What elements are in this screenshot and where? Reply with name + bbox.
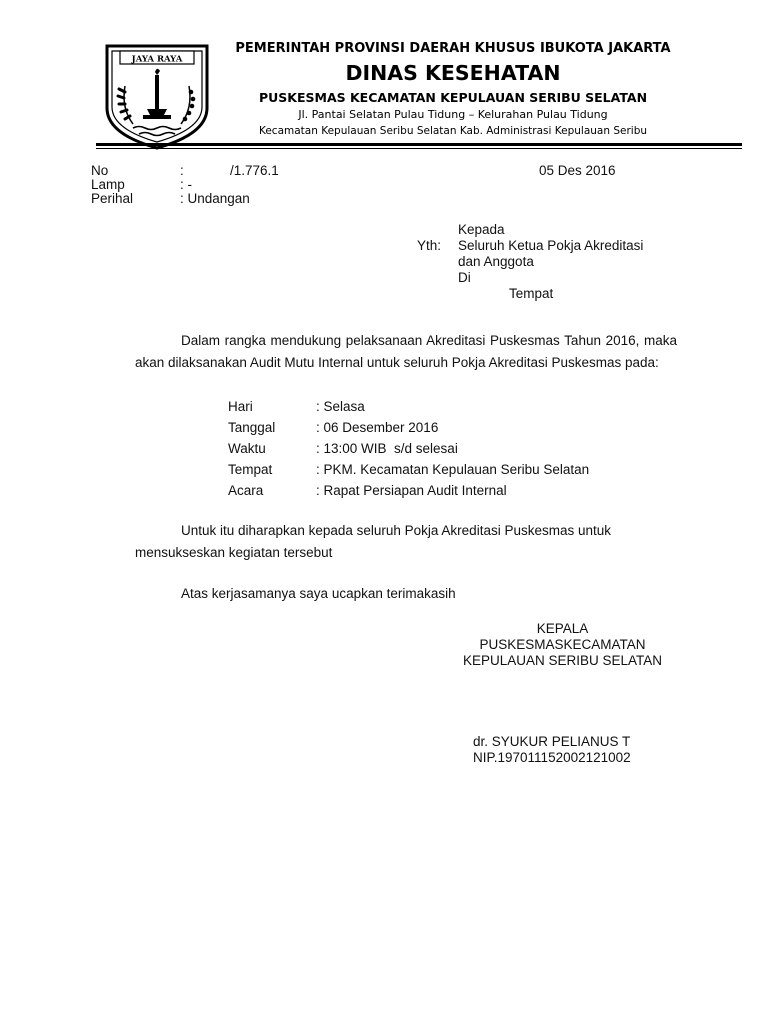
letter-date: 05 Des 2016 [539,163,616,178]
body-paragraph-2: Untuk itu diharapkan kepada seluruh Pokja Akreditasi Puskesmas untuk mensukseskan kegiatan tersebut [135,523,611,560]
signatory-name: dr. SYUKUR PELIANUS T [473,734,631,749]
letterhead [222,40,684,139]
detail-row-tanggal [228,417,589,438]
detail-label: Tempat [228,462,273,477]
letterhead-divider-thick [96,143,742,146]
signature-title-1: KEPALA [536,621,589,636]
lamp-label: Lamp [91,177,125,192]
detail-label: Waktu [228,441,266,456]
lamp-value: : - [180,177,192,192]
letterhead-address-2: Kecamatan Kepulauan Seribu Selatan Kab. Administrasi Kepulauan Seribu [258,125,648,137]
detail-row-hari [228,396,589,417]
letterhead-address-1: Jl. Pantai Selatan Pulau Tidung – Kelurahan Pulau Tidung [298,108,608,121]
perihal-label: Perihal [91,191,134,206]
jakarta-emblem-logo [103,42,211,152]
detail-value: : 06 Desember 2016 [316,420,439,435]
letterhead-agency: DINAS KESEHATAN [345,61,561,85]
detail-label: Hari [228,399,253,414]
address-recipient-2: dan Anggota [458,254,534,269]
address-tempat: Tempat [509,286,554,301]
detail-label: Acara [228,483,264,498]
no-label: No [91,163,109,178]
body-paragraph-1: Dalam rangka mendukung pelaksanaan Akreditasi Puskesmas Tahun 2016, maka akan dilaksanakan Audit Mutu Internal untuk seluruh Pokja Akreditasi Puskesmas pada: [135,333,677,370]
detail-value: : Selasa [316,399,365,414]
address-recipient-1: Seluruh Ketua Pokja Akreditasi [458,238,644,253]
perihal-value: : Undangan [180,191,250,206]
no-colon: : [180,163,184,178]
detail-label: Tanggal [228,420,276,435]
detail-value: : PKM. Kecamatan Kepulauan Seribu Selatan [316,462,590,477]
signatory-nip: NIP.197011152002121002 [473,750,631,765]
body-paragraph-3: Atas kerjasamanya saya ucapkan terimakasih [181,586,456,601]
detail-row-waktu [228,438,589,459]
detail-row-tempat [228,459,589,480]
letterhead-government: PEMERINTAH PROVINSI DAERAH KHUSUS IBUKOTA JAKARTA [235,41,671,56]
letterhead-puskesmas: PUSKESMAS KECAMATAN KEPULAUAN SERIBU SELATAN [258,90,648,105]
signature-title-3: KEPULAUAN SERIBU SELATAN [462,653,663,668]
detail-row-acara [228,480,589,501]
svg-text:JAYA RAYA: JAYA RAYA [131,54,183,65]
signature-title-2: PUSKESMASKECAMATAN [479,637,646,652]
letterhead-divider-thin [96,148,742,149]
detail-value: : Rapat Persiapan Audit Internal [316,483,507,498]
address-kepada: Kepada [458,222,505,237]
letter-number: /1.776.1 [230,163,279,178]
address-yth: Yth: [417,238,442,253]
detail-value: : 13:00 WIB s/d selesai [316,441,458,456]
address-di: Di [458,270,471,285]
event-details [228,396,589,501]
